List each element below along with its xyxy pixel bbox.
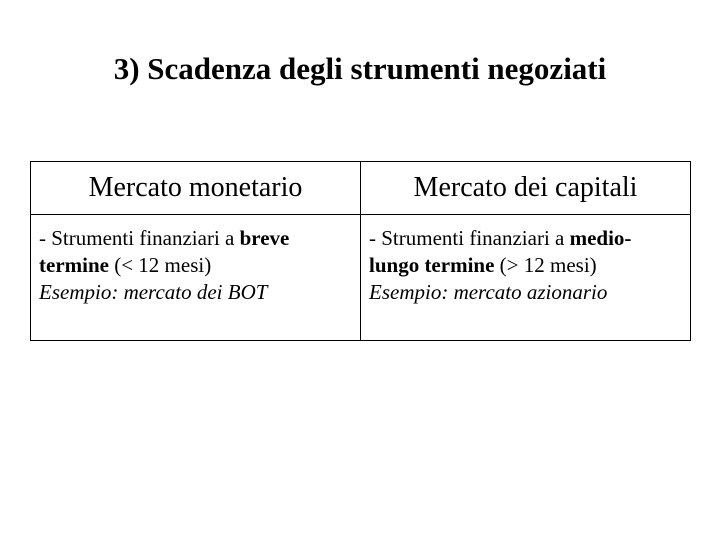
capital-market-prefix: - Strumenti finanziari a	[369, 226, 570, 250]
capital-market-term-bold-2: lungo termine	[369, 253, 495, 277]
money-market-duration: (< 12 mesi)	[108, 253, 212, 277]
header-money-market: Mercato monetario	[31, 162, 361, 215]
money-market-term-bold-2: termine	[39, 253, 109, 277]
money-market-prefix: - Strumenti finanziari a	[39, 226, 240, 250]
capital-market-term-bold-1: medio-	[569, 226, 632, 250]
table-header-row	[31, 162, 691, 215]
capital-market-line-2	[369, 252, 684, 279]
capital-market-description	[361, 215, 691, 341]
money-market-example: Esempio: mercato dei BOT	[39, 280, 268, 304]
money-market-term-bold-1: breve	[239, 226, 290, 250]
capital-market-example: Esempio: mercato azionario	[369, 280, 608, 304]
money-market-line-2	[39, 252, 354, 279]
money-market-line-1	[39, 225, 354, 252]
comparison-table	[30, 161, 691, 341]
slide-title: 3) Scadenza degli strumenti negoziati	[113, 51, 607, 86]
money-market-description	[31, 215, 361, 341]
capital-market-line-1	[369, 225, 684, 252]
capital-market-duration: (> 12 mesi)	[494, 253, 597, 277]
header-capital-market: Mercato dei capitali	[361, 162, 691, 215]
table-row	[31, 215, 691, 341]
